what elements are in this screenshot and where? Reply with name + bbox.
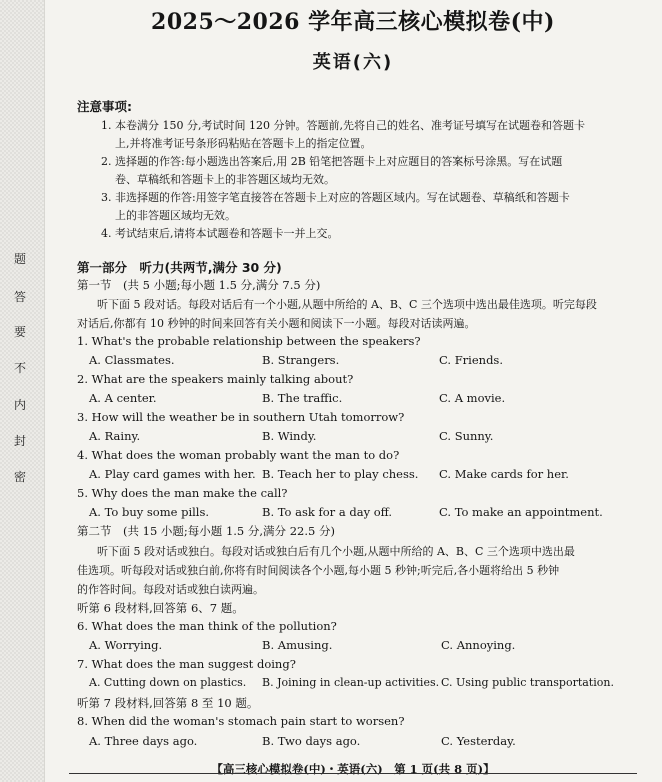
note-line: 1. 本卷满分 150 分,考试时间 120 分钟。答题前,先将自己的姓名、准考证号填写在试题卷和答题卡 xyxy=(101,119,585,132)
option-c: C. A movie. xyxy=(439,391,506,405)
option-b: B. Amusing. xyxy=(262,638,333,652)
seal-char: 内 xyxy=(13,398,26,412)
option-c: C. Yesterday. xyxy=(441,734,516,748)
exam-title: 2025～2026 学年高三核心模拟卷(中) xyxy=(151,9,555,35)
option-c: C. Annoying. xyxy=(441,638,516,652)
material-label: 听第 6 段材料,回答第 6、7 题。 xyxy=(77,601,244,615)
option-b: B. Two days ago. xyxy=(262,734,361,748)
question-stem: 1. What's the probable relationship between the speakers? xyxy=(77,334,421,348)
option-a: A. Three days ago. xyxy=(89,734,198,748)
option-c: C. Make cards for her. xyxy=(439,467,569,481)
option-b: B. To ask for a day off. xyxy=(262,505,393,519)
binding-margin xyxy=(0,0,45,782)
note-line: 2. 选择题的作答:每小题选出答案后,用 2B 铅笔把答题卡上对应题目的答案标号涂黑。写在试题 xyxy=(101,155,563,168)
exam-page xyxy=(44,0,662,782)
option-a: A. Cutting down on plastics. xyxy=(89,676,247,689)
seal-char: 不 xyxy=(13,361,26,375)
option-b: B. Joining in clean-up activities. xyxy=(262,676,440,689)
seal-char: 答 xyxy=(13,290,26,304)
question-stem: 7. What does the man suggest doing? xyxy=(77,657,296,671)
option-a: A. To buy some pills. xyxy=(89,505,210,519)
seal-char: 要 xyxy=(13,325,26,339)
section1-instruction: 对话后,你都有 10 秒钟的时间来回答有关小题和阅读下一小题。每段对话读两遍。 xyxy=(77,317,476,330)
question-stem: 3. How will the weather be in southern Utah tomorrow? xyxy=(77,410,405,424)
section2-instruction: 听下面 5 段对话或独白。每段对话或独白后有几个小题,从题中所给的 A、B、C 三个选项中选出最 xyxy=(97,545,575,558)
footer-rule xyxy=(69,773,637,774)
option-b: B. Windy. xyxy=(262,429,317,443)
question-stem: 8. When did the woman's stomach pain start to worsen? xyxy=(77,714,405,728)
note-line: 4. 考试结束后,请将本试题卷和答题卡一并上交。 xyxy=(101,227,339,240)
notes-title: 注意事项: xyxy=(77,99,132,114)
note-line: 上,并将准考证号条形码粘贴在答题卡上的指定位置。 xyxy=(115,137,372,150)
note-line: 卷、草稿纸和答题卡上的非答题区域均无效。 xyxy=(115,173,335,186)
option-a: A. Worrying. xyxy=(89,638,163,652)
section2-instruction: 佳选项。听每段对话或独白前,你将有时间阅读各个小题,每小题 5 秒钟;听完后,各小题将给出 5 秒钟 xyxy=(77,564,560,577)
option-a: A. A center. xyxy=(89,391,157,405)
option-c: C. Friends. xyxy=(439,353,503,367)
seal-char: 题 xyxy=(13,252,26,266)
option-b: B. The traffic. xyxy=(262,391,343,405)
option-a: A. Play card games with her. xyxy=(89,467,256,481)
question-stem: 4. What does the woman probably want the man to do? xyxy=(77,448,400,462)
question-stem: 2. What are the speakers mainly talking about? xyxy=(77,372,354,386)
page-footer: 【高三核心模拟卷(中)・英语(六) 第 1 页(共 8 页)】 xyxy=(211,762,495,776)
section2-heading: 第二节 (共 15 小题;每小题 1.5 分,满分 22.5 分) xyxy=(77,524,335,538)
option-a: A. Rainy. xyxy=(89,429,141,443)
note-line: 上的非答题区域均无效。 xyxy=(115,209,236,222)
section1-heading: 第一节 (共 5 小题;每小题 1.5 分,满分 7.5 分) xyxy=(77,278,321,292)
note-line: 3. 非选择题的作答:用签字笔直接答在答题卡上对应的答题区域内。写在试题卷、草稿纸和答题卡 xyxy=(101,191,570,204)
option-b: B. Teach her to play chess. xyxy=(262,467,419,481)
option-c: C. Using public transportation. xyxy=(441,676,614,689)
exam-subtitle: 英语(六) xyxy=(312,52,394,73)
seal-char: 封 xyxy=(13,434,26,448)
question-stem: 6. What does the man think of the pollution? xyxy=(77,619,337,633)
option-a: A. Classmates. xyxy=(89,353,175,367)
section1-instruction: 听下面 5 段对话。每段对话后有一个小题,从题中所给的 A、B、C 三个选项中选出最佳选项。听完每段 xyxy=(97,298,597,311)
option-c: C. Sunny. xyxy=(439,429,494,443)
seal-char: 密 xyxy=(13,470,26,484)
option-c: C. To make an appointment. xyxy=(439,505,603,519)
question-stem: 5. Why does the man make the call? xyxy=(77,486,288,500)
section2-instruction: 的作答时间。每段对话或独白读两遍。 xyxy=(77,583,264,596)
material-label: 听第 7 段材料,回答第 8 至 10 题。 xyxy=(77,696,259,710)
option-b: B. Strangers. xyxy=(262,353,340,367)
part1-heading: 第一部分 听力(共两节,满分 30 分) xyxy=(77,260,282,275)
